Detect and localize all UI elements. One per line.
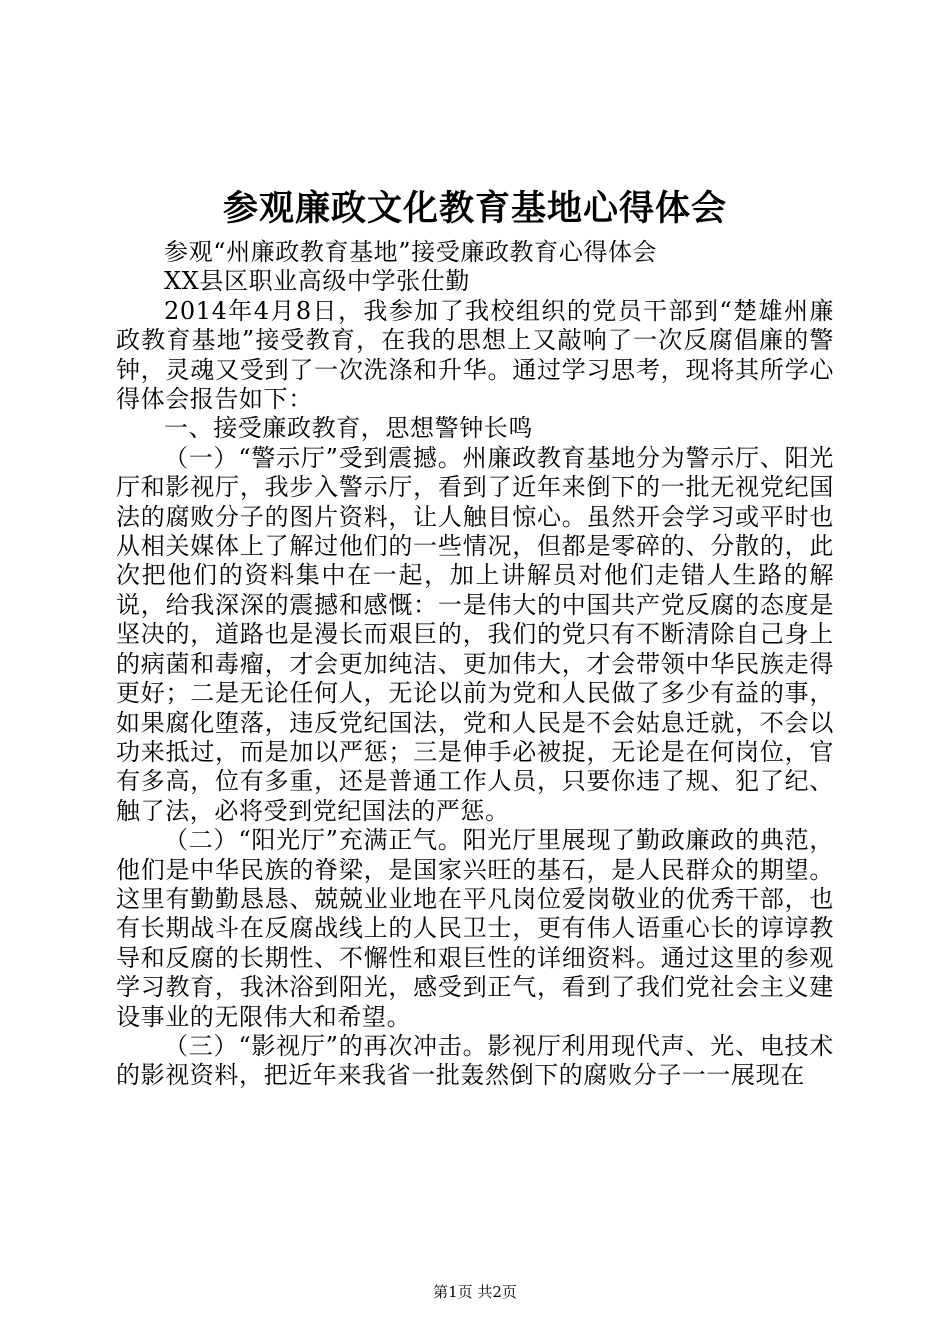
document-title: 参观廉政文化教育基地心得体会 [222,188,727,229]
body-paragraph: 2014年4月8日，我参加了我校组织的党员干部到“楚雄州廉政教育基地”接受教育，在我的思想上又敲响了一次反腐倡廉的警钟，灵魂又受到了一次洗涤和升华。通过学习思考，现将其所学心得体会报告如下： [116,296,834,414]
author-line: XX县区职业高级中学张仕勤 [164,267,470,296]
page-number: 第1页 共2页 [433,1283,517,1301]
section-heading: 一、接受廉政教育，思想警钟长鸣 [164,414,533,443]
body-paragraph: （三）“影视厅”的再次冲击。影视厅利用现代声、光、电技术的影视资料，把近年来我省一批轰然倒下的腐败分子一一展现在 [116,1031,834,1090]
body-paragraph: （一）“警示厅”受到震撼。州廉政教育基地分为警示厅、阳光厅和影视厅，我步入警示厅，看到了近年来倒下的一批无视党纪国法的腐败分子的图片资料，让人触目惊心。虽然开会学习或平时也从相关媒体上了解过他们的一些情况，但都是零碎的、分散的，此次把他们的资料集中在一起，加上讲解员对他们走错人生路的解说，给我深深的震撼和感慨：一是伟大的中国共产党反腐的态度是坚决的，道路也是漫长而艰巨的，我们的党只有不断清除自己身上的病菌和毒瘤，才会更加纯洁、更加伟大，才会带领中华民族走得更好；二是无论任何人，无论以前为党和人民做了多少有益的事，如果腐化堕落，违反党纪国法，党和人民是不会姑息迁就，不会以功来抵过，而是加以严惩；三是伸手必被捉，无论是在何岗位，官有多高，位有多重，还是普通工作人员，只要你违了规、犯了纪、触了法，必将受到党纪国法的严惩。 [116,443,834,825]
body-paragraph: （二）“阳光厅”充满正气。阳光厅里展现了勤政廉政的典范，他们是中华民族的脊梁，是国家兴旺的基石，是人民群众的期望。这里有勤勤恳恳、兢兢业业地在平凡岗位爱岗敬业的优秀干部，也有长期战斗在反腐战线上的人民卫士，更有伟人语重心长的谆谆教导和反腐的长期性、不懈性和艰巨性的详细资料。通过这里的参观学习教育，我沐浴到阳光，感受到正气，看到了我们党社会主义建设事业的无限伟大和希望。 [116,826,834,1031]
document-body [116,238,834,1091]
subtitle: 参观“州廉政教育基地”接受廉政教育心得体会 [164,238,658,266]
